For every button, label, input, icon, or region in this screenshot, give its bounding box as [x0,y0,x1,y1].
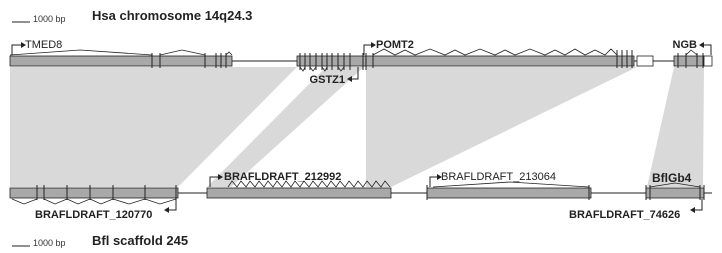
ngb-label: NGB [672,39,697,51]
g213064-arrow [430,177,437,187]
top-title: Hsa chromosome 14q24.3 [92,8,253,23]
g120770-exon-block [10,188,178,198]
bflgb4-label: BflGb4 [652,171,692,185]
tmed8-exon-block [10,56,232,66]
g74626-exon-block [646,188,704,198]
g213064-exon-block [427,188,591,198]
g120770-arrowhead [164,207,169,213]
ngb-utr-box [704,56,712,66]
g74626-arrowhead [690,207,695,213]
ngb-arrowhead [699,42,704,48]
g74626-label: BRAFLDRAFT_74626 [569,209,681,221]
bottom-scale-label: 1000 bp [33,238,66,248]
synteny-band-ngb [647,67,704,187]
pomt2-arrow [364,45,371,55]
tmed8-label: TMED8 [25,39,63,51]
pomt2-exon-block [366,56,634,66]
synteny-band-pomt2 [366,67,637,187]
pomt2-label: POMT2 [376,39,414,51]
g212992-exon-block [207,188,391,198]
g212992-label: BRAFLDRAFT_212992 [224,171,342,183]
gstz1-label: GSTZ1 [309,74,345,86]
synteny-band-tmed8-gstz1 [10,67,297,187]
pomt2-utr-box [637,56,653,66]
top-intron-chevrons [10,49,697,55]
synteny-bands [10,67,704,187]
top-scale-label: 1000 bp [33,14,66,24]
tmed8-arrow [12,45,21,55]
g74626-arrow [695,199,702,210]
g120770-label: BRAFLDRAFT_120770 [35,209,153,221]
ngb-arrow [704,45,711,55]
bottom-title: Bfl scaffold 245 [92,233,189,248]
g213064-label: BRAFLDRAFT_213064 [441,171,556,183]
